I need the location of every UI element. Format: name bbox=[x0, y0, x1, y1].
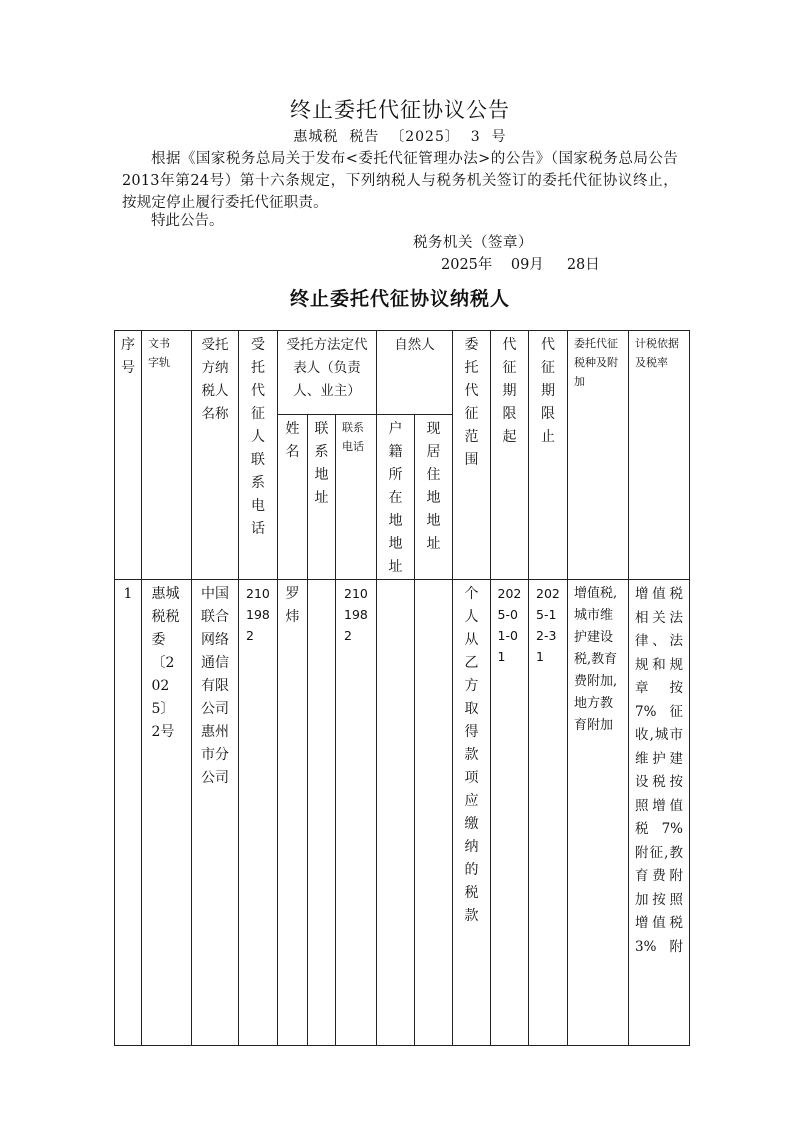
cell-legal-rep-phone: 2101982 bbox=[336, 580, 377, 1046]
cell-entrusted-taxpayer: 中国联合网络通信有限公司惠州市分公司 bbox=[192, 580, 239, 1046]
header-natural-person-group: 自然人 bbox=[377, 331, 453, 415]
signature-organization: 税务机关（签章） bbox=[413, 235, 533, 251]
cell-period-end: 2025-12-31 bbox=[529, 580, 568, 1046]
table-row bbox=[115, 580, 690, 1046]
header-legal-rep-phone: 联系电话 bbox=[336, 415, 377, 580]
header-agent-phone: 受托代征人联系电话 bbox=[239, 331, 278, 580]
cell-legal-rep-address bbox=[308, 580, 336, 1046]
header-current-address: 现居住地地址 bbox=[415, 415, 453, 580]
signature-date: 2025年 09月 28日 bbox=[441, 257, 600, 273]
cell-agent-phone: 2101982 bbox=[239, 580, 278, 1046]
cell-scope: 个人从乙方取得款项应缴纳的税款 bbox=[453, 580, 491, 1046]
cell-legal-rep-name: 罗炜 bbox=[278, 580, 308, 1046]
header-seq: 序号 bbox=[115, 331, 142, 580]
cell-seq: 1 bbox=[115, 580, 142, 1046]
cell-household-address bbox=[377, 580, 415, 1046]
header-legal-rep-group: 受托方法定代表人（负责人、业主） bbox=[278, 331, 377, 415]
header-entrusted-taxpayer: 受托方纳税人名称 bbox=[192, 331, 239, 580]
header-period-start: 代征期限起 bbox=[491, 331, 529, 580]
cell-tax-types: 增值税,城市维护建设税,教育费附加,地方教育附加 bbox=[568, 580, 629, 1046]
notice-title: 终止委托代征协议公告 bbox=[290, 98, 510, 122]
header-period-end: 代征期限止 bbox=[529, 331, 568, 580]
header-legal-rep-address: 联系地址 bbox=[308, 415, 336, 580]
header-tax-types: 委托代征税种及附加 bbox=[568, 331, 629, 580]
cell-doc-ref: 惠城税税委〔2025〕2号 bbox=[142, 580, 192, 1046]
notice-body-paragraph: 根据《国家税务总局关于发布<委托代征管理办法>的公告》（国家税务总局公告2013年第24号）第十六条规定，下列纳税人与税务机关签订的委托代征协议终止，按规定停止履行委托代征职责。 bbox=[122, 151, 678, 211]
cell-tax-basis: 增值税相关法律、法规和规章按7%征收,城市维护建设税按照增值税7%附征,教育费附加按照增值税3%附 bbox=[629, 580, 690, 1046]
table-header-row bbox=[115, 331, 690, 415]
header-tax-basis: 计税依据及税率 bbox=[629, 331, 690, 580]
header-household-address: 户籍所在地地址 bbox=[377, 415, 415, 580]
header-scope: 委托代征范围 bbox=[453, 331, 491, 580]
header-legal-rep-name: 姓名 bbox=[278, 415, 308, 580]
cell-period-start: 2025-01-01 bbox=[491, 580, 529, 1046]
header-doc-ref: 文书字轨 bbox=[142, 331, 192, 580]
cell-current-address bbox=[415, 580, 453, 1046]
taxpayer-table bbox=[114, 330, 690, 1046]
document-number: 惠城税 税告 〔2025〕 3 号 bbox=[293, 129, 507, 145]
table-title: 终止委托代征协议纳税人 bbox=[289, 288, 510, 310]
notice-closing: 特此公告。 bbox=[151, 213, 224, 229]
